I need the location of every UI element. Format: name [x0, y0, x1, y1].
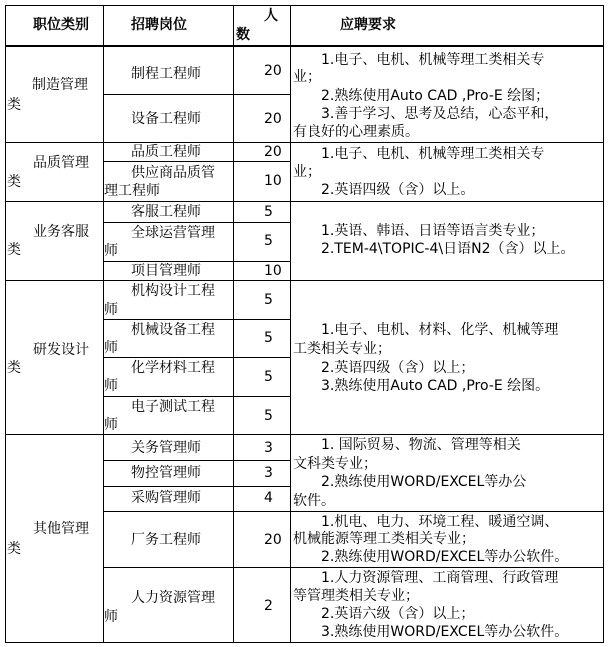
position-name: 采购管理师 [131, 490, 201, 506]
category-rnd: 研发设计 [33, 342, 89, 358]
position-count: 20 [264, 111, 282, 127]
position-name: 设备工程师 [131, 111, 201, 127]
requirement-line: 业； [293, 164, 321, 180]
position-count: 5 [264, 369, 273, 385]
requirement-line: 2.熟练使用WORD/EXCEL等办公 [321, 474, 527, 490]
position-count: 2 [264, 598, 273, 614]
position-count: 10 [264, 263, 282, 279]
category-suffix: 类 [7, 541, 21, 557]
requirement-line: 1.电子、电机、机械等理工类相关专 [321, 146, 545, 162]
category-manufacturing: 制造管理 [32, 77, 88, 93]
position-name: 制程工程师 [131, 66, 201, 82]
requirement-line: 业； [293, 69, 321, 85]
position-count: 3 [264, 465, 273, 481]
position-name: 物控管理师 [131, 465, 201, 481]
requirement-line: 2.英语六级（含）以上； [321, 606, 475, 622]
position-name-line1: 化学材料工程 [131, 360, 215, 376]
position-name-line2: 理工程师 [104, 183, 160, 199]
position-count: 20 [264, 532, 282, 548]
position-count: 5 [264, 233, 273, 249]
position-name-line1: 全球运营管理 [131, 225, 215, 241]
requirement-line: 1.电子、电机、材料、化学、机械等理 [321, 322, 559, 338]
header-category: 职位类别 [33, 17, 89, 33]
category-suffix: 类 [7, 360, 21, 376]
header-requirements: 应聘要求 [340, 17, 396, 33]
requirement-line: 3.熟练使用Auto CAD ,Pro-E 绘图。 [321, 378, 550, 394]
header-count-line1: 人 [264, 8, 278, 24]
position-name-line1: 电子测试工程 [131, 399, 215, 415]
position-name-line1: 人力资源管理 [131, 590, 215, 606]
position-name-line2: 师 [104, 417, 118, 433]
position-count: 5 [264, 330, 273, 346]
position-name-line1: 供应商品质管 [131, 165, 215, 181]
requirement-line: 机械能源等理工类相关专业； [293, 531, 475, 547]
category-customer-service: 业务客服 [33, 224, 89, 240]
requirement-line: 等管理类相关专业； [293, 588, 419, 604]
requirement-line: 2.TEM-4\TOPIC-4\日语N2（含）以上。 [321, 241, 575, 257]
requirement-line: 3.熟练使用WORD/EXCEL等办公软件。 [321, 624, 569, 640]
position-name: 品质工程师 [131, 144, 201, 160]
position-name-line2: 师 [104, 302, 118, 318]
category-other: 其他管理 [33, 521, 89, 537]
category-quality: 品质管理 [33, 155, 89, 171]
position-name-line2: 师 [104, 340, 118, 356]
requirement-line: 2.英语四级（含）以上。 [321, 182, 475, 198]
position-count: 4 [264, 490, 273, 506]
position-name-line2: 师 [104, 243, 118, 259]
requirement-line: 1. 国际贸易、物流、管理等相关 [321, 437, 521, 453]
position-count: 20 [264, 144, 282, 160]
category-suffix: 类 [7, 174, 21, 190]
position-name-line2: 师 [104, 609, 118, 625]
position-count: 5 [264, 292, 273, 308]
requirement-line: 软件。 [293, 493, 335, 509]
position-name: 项目管理师 [131, 263, 201, 279]
position-name: 客服工程师 [131, 204, 201, 220]
category-suffix: 类 [7, 242, 21, 258]
position-count: 20 [264, 63, 282, 79]
position-name: 厂务工程师 [131, 532, 201, 548]
requirement-line: 文科类专业； [293, 456, 377, 472]
requirement-line: 1.人力资源管理、工商管理、行政管理 [321, 570, 559, 586]
requirement-line: 工类相关专业； [293, 341, 391, 357]
position-name-line1: 机械设备工程 [131, 322, 215, 338]
header-count-line2: 数 [236, 27, 250, 43]
position-name: 关务管理师 [131, 440, 201, 456]
requirement-line: 2.熟练使用WORD/EXCEL等办公软件。 [321, 549, 569, 565]
requirement-line: 有良好的心理素质。 [293, 124, 419, 140]
header-position: 招聘岗位 [131, 17, 187, 33]
position-name-line1: 机构设计工程 [131, 283, 215, 299]
position-count: 5 [264, 204, 273, 220]
requirement-line: 2.英语四级（含）以上； [321, 360, 475, 376]
requirement-line: 2.熟练使用Auto CAD ,Pro-E 绘图； [321, 88, 550, 104]
requirement-line: 3.善于学习、思考及总结，心态平和， [321, 106, 559, 122]
requirement-line: 1.机电、电力、环境工程、暖通空调、 [321, 514, 559, 530]
category-suffix: 类 [7, 97, 21, 113]
position-count: 5 [264, 408, 273, 424]
position-count: 10 [264, 173, 282, 189]
position-count: 3 [264, 440, 273, 456]
requirement-line: 1.英语、韩语、日语等语言类专业； [321, 223, 545, 239]
requirement-line: 1.电子、电机、机械等理工类相关专 [321, 52, 545, 68]
position-name-line2: 师 [104, 378, 118, 394]
